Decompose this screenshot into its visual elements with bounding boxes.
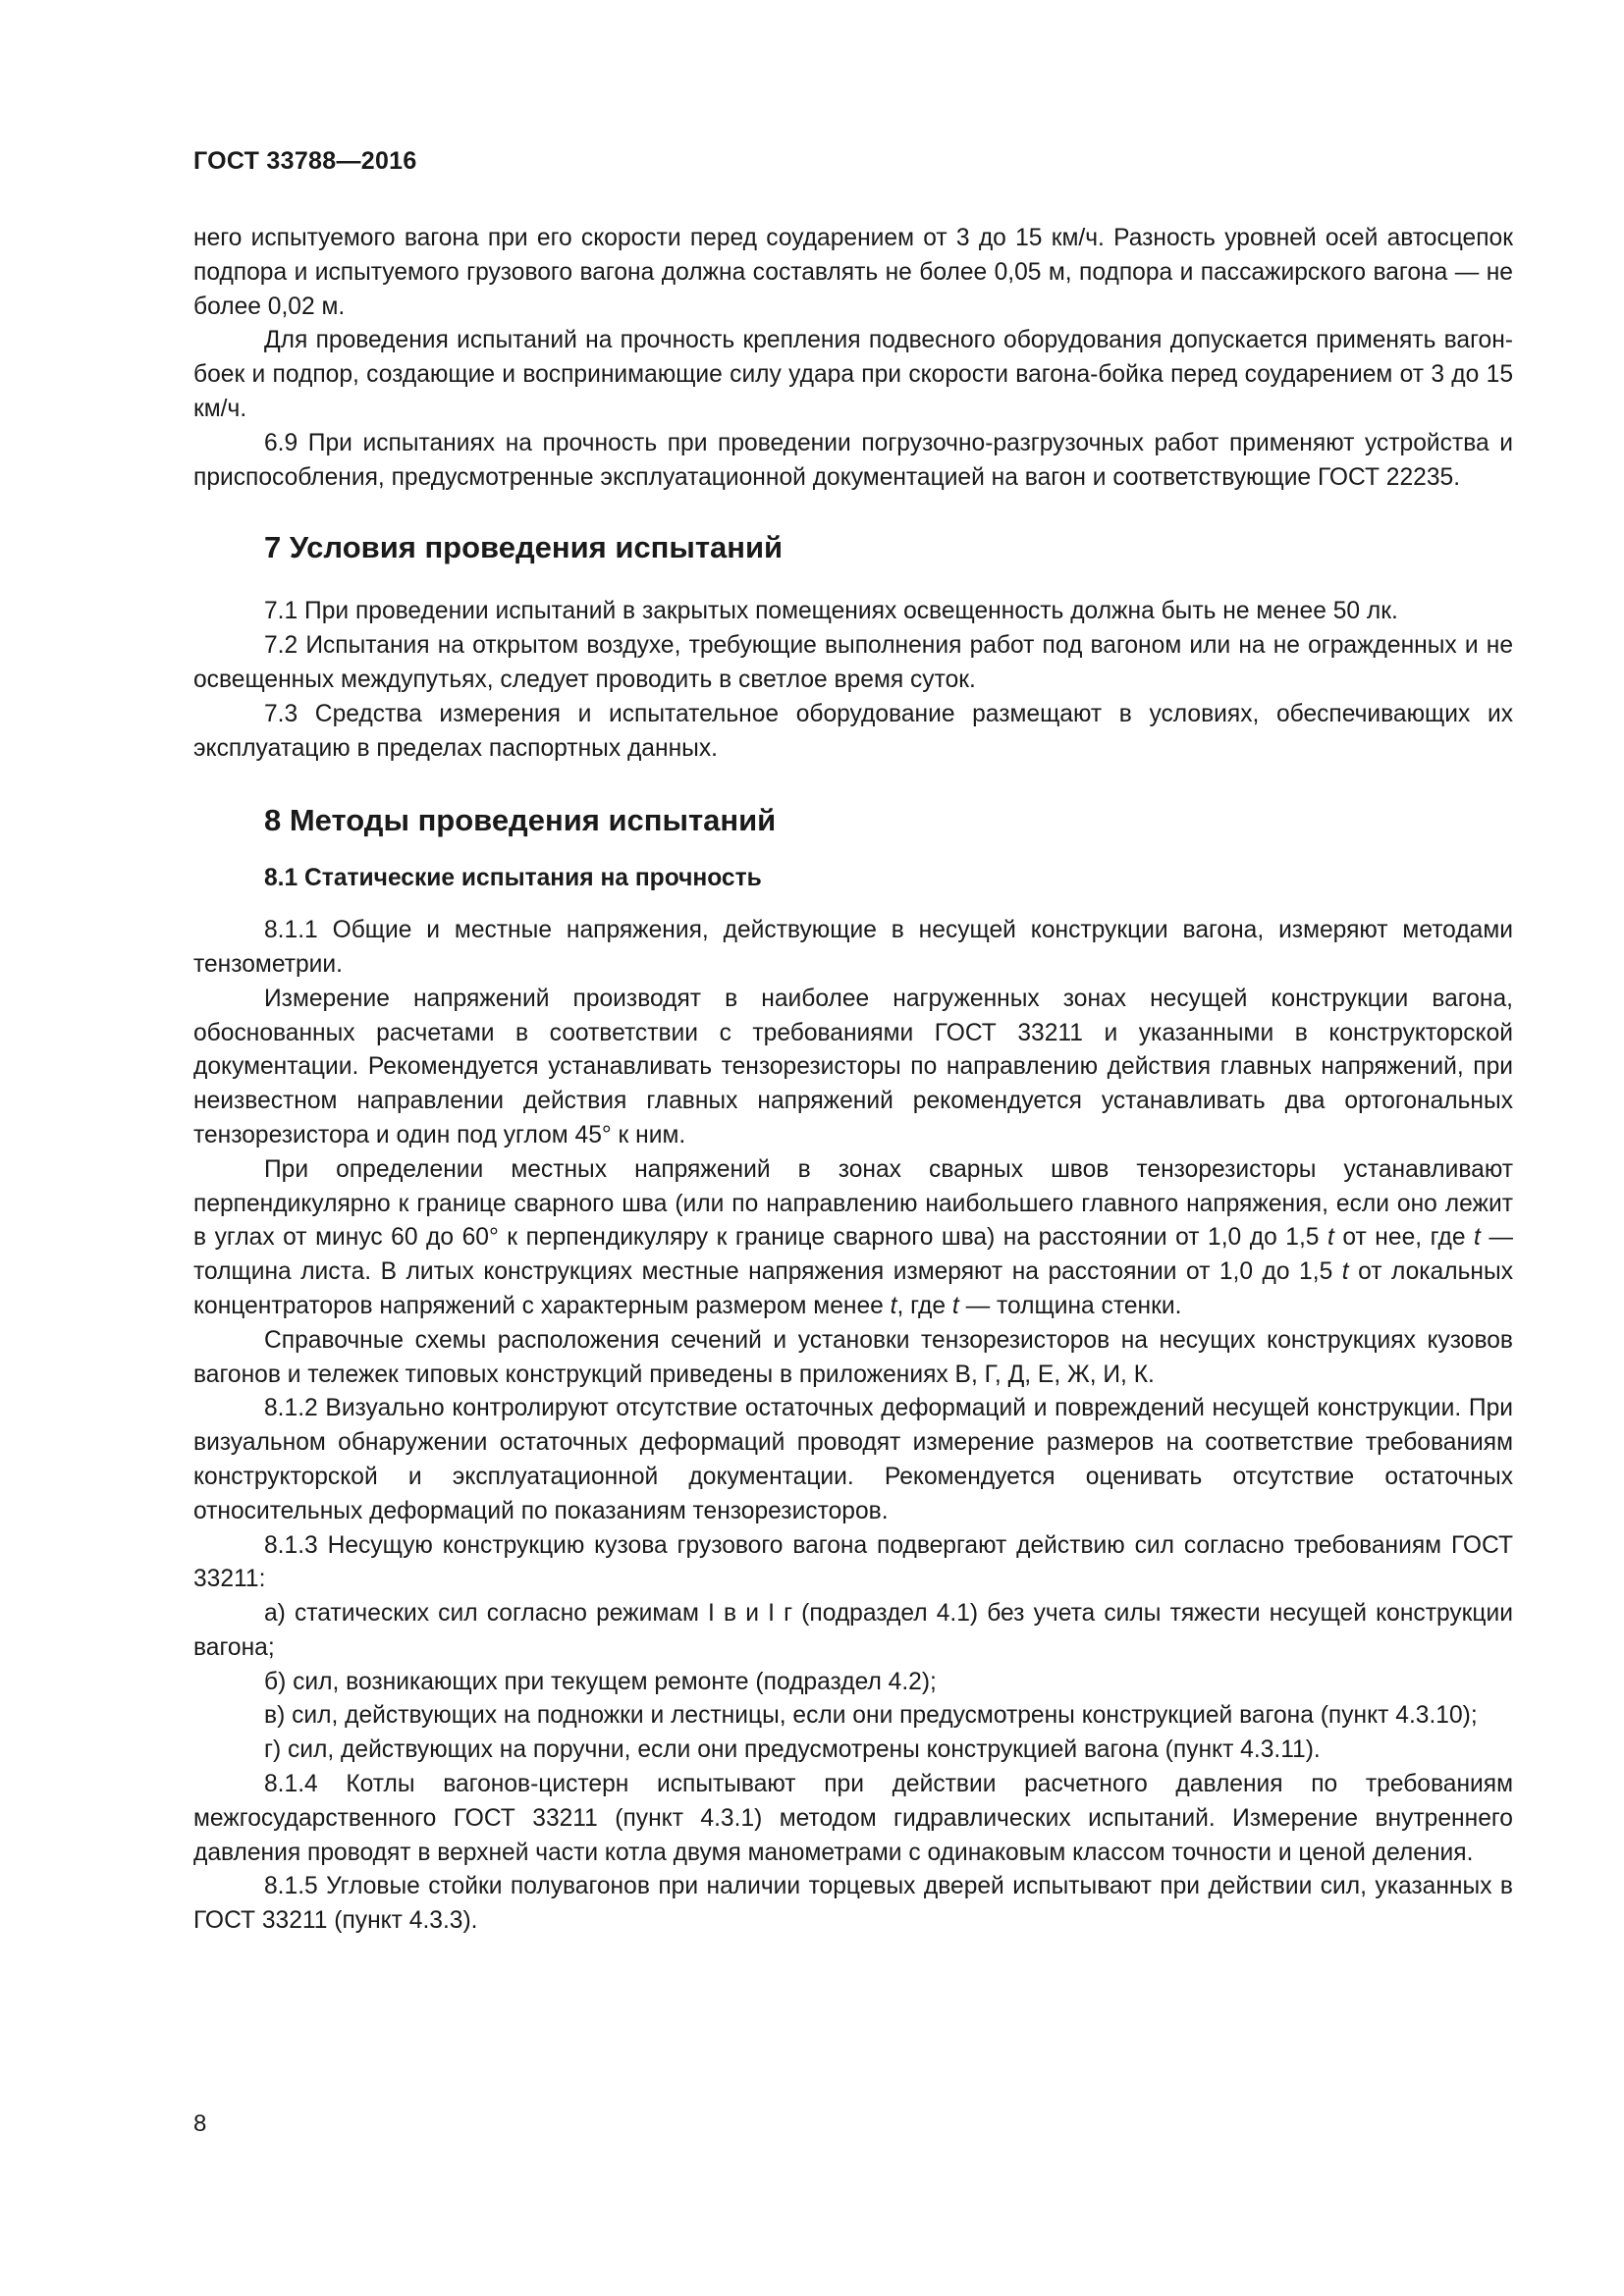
section-heading-7: 7 Условия проведения испытаний <box>264 530 784 565</box>
text-run: от нее, где <box>1333 1224 1475 1252</box>
list-item-v: в) сил, действующих на подножки и лестницы, если они предусмотрены конструкцией вагона (пункт 4.3.10); <box>264 1702 1478 1730</box>
paragraph-8-1-5: 8.1.5 Угловые стойки полувагонов при наличии торцевых дверей испытывают при действии сил, указанных в ГОСТ 33211 (пункт 4.3.3). <box>193 1873 1513 1935</box>
italic-variable-t: t <box>1341 1258 1349 1286</box>
subsection-heading-8-1: 8.1 Статические испытания на прочность <box>264 865 762 892</box>
paragraph-continuation: него испытуемого вагона при его скорости перед соударением от 3 до 15 км/ч. Разность уровней осей автосцепок подпора и испытуемого грузового вагона должна составлять не более 0,05 м, подпора и пассажирского вагона — не более 0,02 м. <box>193 225 1513 320</box>
paragraph: Справочные схемы расположения сечений и установки тензорезисторов на несущих конструкциях кузовов вагонов и тележек типовых конструкций приведены в приложениях В, Г, Д, Е, Ж, И, К. <box>193 1326 1513 1388</box>
section-heading-8: 8 Методы проведения испытаний <box>264 803 777 838</box>
paragraph-local-stress <box>193 1153 1513 1324</box>
paragraph-8-1-2: 8.1.2 Визуально контролируют отсутствие остаточных деформаций и повреждений несущей конструкции. При визуальном обнаружении остаточных деформаций проводят измерение размеров на соответствие требованиям конструкторской и эксплуатационной документации. Рекомендуется оценивать отсутствие остаточных относительных деформаций по показаниям тензорезисторов. <box>193 1395 1513 1524</box>
list-item-b: б) сил, возникающих при текущем ремонте (подраздел 4.2); <box>264 1668 937 1695</box>
text-run: При определении местных напряжений в зонах сварных швов тензорезисторы устанавливают перпендикулярно к границе сварного шва (или по направлению наибольшего главного напряжения, если оно лежит в углах от минус 60 до 60° к перпендикуляру к границе сварного шва) на расстоянии от 1,0 до 1,5 <box>193 1155 1513 1252</box>
text-run: — толщина стенки. <box>958 1292 1182 1319</box>
list-item-a: а) статических сил согласно режимам I в и I г (подраздел 4.1) без учета силы тяжести несущей конструкции вагона; <box>193 1600 1513 1661</box>
italic-variable-t: t <box>1327 1224 1334 1252</box>
text-run: , где <box>896 1292 952 1319</box>
paragraph-7-1: 7.1 При проведении испытаний в закрытых помещениях освещенность должна быть не менее 50 лк. <box>264 598 1398 625</box>
paragraph-7-3: 7.3 Средства измерения и испытательное оборудование размещают в условиях, обеспечивающих их эксплуатацию в пределах паспортных данных. <box>193 700 1513 762</box>
document-header-title: ГОСТ 33788—2016 <box>193 147 417 175</box>
text-run: от локальных концентраторов напряжений с характерным размером менее <box>193 1258 1513 1319</box>
italic-variable-t: t <box>1474 1224 1481 1252</box>
italic-variable-t: t <box>951 1292 959 1319</box>
paragraph-6-9: 6.9 При испытаниях на прочность при проведении погрузочно-разгрузочных работ применяют устройства и приспособления, предусмотренные эксплуатационной документацией на вагон и соответствующие ГОСТ 22235. <box>193 429 1513 491</box>
paragraph: Измерение напряжений производят в наиболее нагруженных зонах несущей конструкции вагона, обоснованных расчетами в соответствии с требованиями ГОСТ 33211 и указанными в конструкторской документации. Рекомендуется устанавливать тензорезисторы по направлению действия главных напряжений, при неизвестном направлении действия главных напряжений рекомендуется устанавливать два ортогональных тензорезистора и один под углом 45° к ним. <box>193 985 1513 1148</box>
paragraph: Для проведения испытаний на прочность крепления подвесного оборудования допускается применять вагон-боек и подпор, создающие и воспринимающие силу удара при скорости вагона-бойка перед соударением от 3 до 15 км/ч. <box>193 327 1513 422</box>
paragraph-8-1-3: 8.1.3 Несущую конструкцию кузова грузового вагона подвергают действию сил согласно требованиям ГОСТ 33211: <box>193 1531 1513 1593</box>
page-number: 8 <box>193 2110 207 2137</box>
document-body <box>193 222 1513 1939</box>
text-run: — толщина листа. В литых конструкциях местные напряжения измеряют на расстоянии от 1,0 до 1,5 <box>193 1224 1513 1286</box>
paragraph-8-1-1: 8.1.1 Общие и местные напряжения, действующие в несущей конструкции вагона, измеряют методами тензометрии. <box>193 917 1513 978</box>
list-item-g: г) сил, действующих на поручни, если они предусмотрены конструкцией вагона (пункт 4.3.11). <box>264 1736 1321 1764</box>
paragraph-7-2: 7.2 Испытания на открытом воздухе, требующие выполнения работ под вагоном или на не огражденных и не освещенных междупутьях, следует проводить в светлое время суток. <box>193 632 1513 693</box>
paragraph-8-1-4: 8.1.4 Котлы вагонов-цистерн испытывают при действии расчетного давления по требованиям межгосударственного ГОСТ 33211 (пункт 4.3.1) методом гидравлических испытаний. Измерение внутреннего давления проводят в верхней части котла двумя манометрами с одинаковым классом точности и ценой деления. <box>193 1771 1513 1866</box>
italic-variable-t: t <box>890 1292 897 1319</box>
